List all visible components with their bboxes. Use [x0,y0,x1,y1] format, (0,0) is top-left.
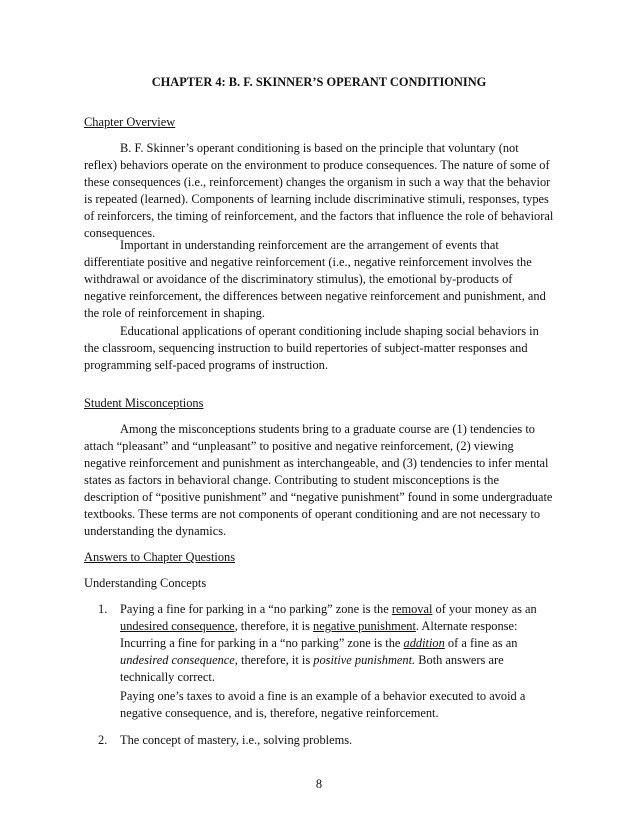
chapter-title: CHAPTER 4: B. F. SKINNER’S OPERANT CONDITIONING [151,75,487,89]
overview-paragraph-2: Important in understanding reinforcement are the arrangement of events that differentiate positive and negative reinforcement (i.e., negative reinforcement involves the withdrawal or avoidance of the discriminatory stimulus), the emotional by-products of negative reinforcement, the differences between negative reinforcement and punishment, and the role of reinforcement in shaping. [84,238,546,320]
overview-paragraph-1: B. F. Skinner’s operant conditioning is based on the principle that voluntary (not reflex) behaviors operate on the environment to produce consequences. The nature of some of these consequences (i.e., reinforcement) changes the organism in such a way that the behavior is repeated (learned). Components of learning include discriminative stimuli, responses, types of reinforcers, the timing of reinforcement, and the factors that influence the role of behavioral consequences. [84,141,554,240]
section-heading-answers: Answers to Chapter Questions [84,550,236,564]
page-number: 8 [315,777,323,791]
italic-term-positive-punishment: positive punishment. [313,653,416,667]
list-item-followup: Paying one’s taxes to avoid a fine is an example of a behavior executed to avoid a negative consequence, and is, therefore, negative reinforcement. [120,689,526,720]
underlined-term-undesired-consequence: undesired consequence [120,619,235,633]
list-item-text [120,601,554,686]
text-run: therefore, it is [237,653,314,667]
underlined-term-negative-punishment: negative punishment [313,619,416,633]
text-run: of your money as an [432,602,537,616]
italic-underlined-term-addition: addition [403,636,445,650]
text-run: Paying a fine for parking in a “no parking” zone is the [120,602,392,616]
document-page [84,0,554,826]
misconceptions-paragraph: Among the misconceptions students bring to a graduate course are (1) tendencies to attach “pleasant” and “unpleasant” to positive and negative reinforcement, (2) viewing negative reinforcement and punishment as interchangeable, and (3) tendencies to infer mental states as factors in behavioral change. Contributing to student misconceptions is the description of “positive punishment” and “negative punishment” found in some undergraduate textbooks. These terms are not components of operant conditioning and are not necessary to understanding the dynamics. [84,422,553,538]
text-run: of a fine as an [444,636,518,650]
overview-paragraph-3: Educational applications of operant conditioning include shaping social behaviors in the classroom, sequencing instruction to build repertories of subject-matter responses and programming self-paced programs of instruction. [84,324,539,372]
subheading-understanding-concepts: Understanding Concepts [84,576,207,590]
section-heading-misconceptions: Student Misconceptions [84,396,204,410]
list-item-number: 2. [98,733,108,747]
italic-term-undesired-consequence: undesired consequence, [120,653,238,667]
section-heading-overview: Chapter Overview [84,115,176,129]
text-run: . Alternate response: Incurring a fine for parking in a “no parking” zone is the [120,619,518,650]
text-run: Both answers are technically correct. [120,653,504,684]
list-item-text: The concept of mastery, i.e., solving problems. [120,733,353,747]
text-run: , therefore, it is [234,619,314,633]
list-item-number: 1. [98,602,108,616]
underlined-term-removal: removal [391,602,433,616]
